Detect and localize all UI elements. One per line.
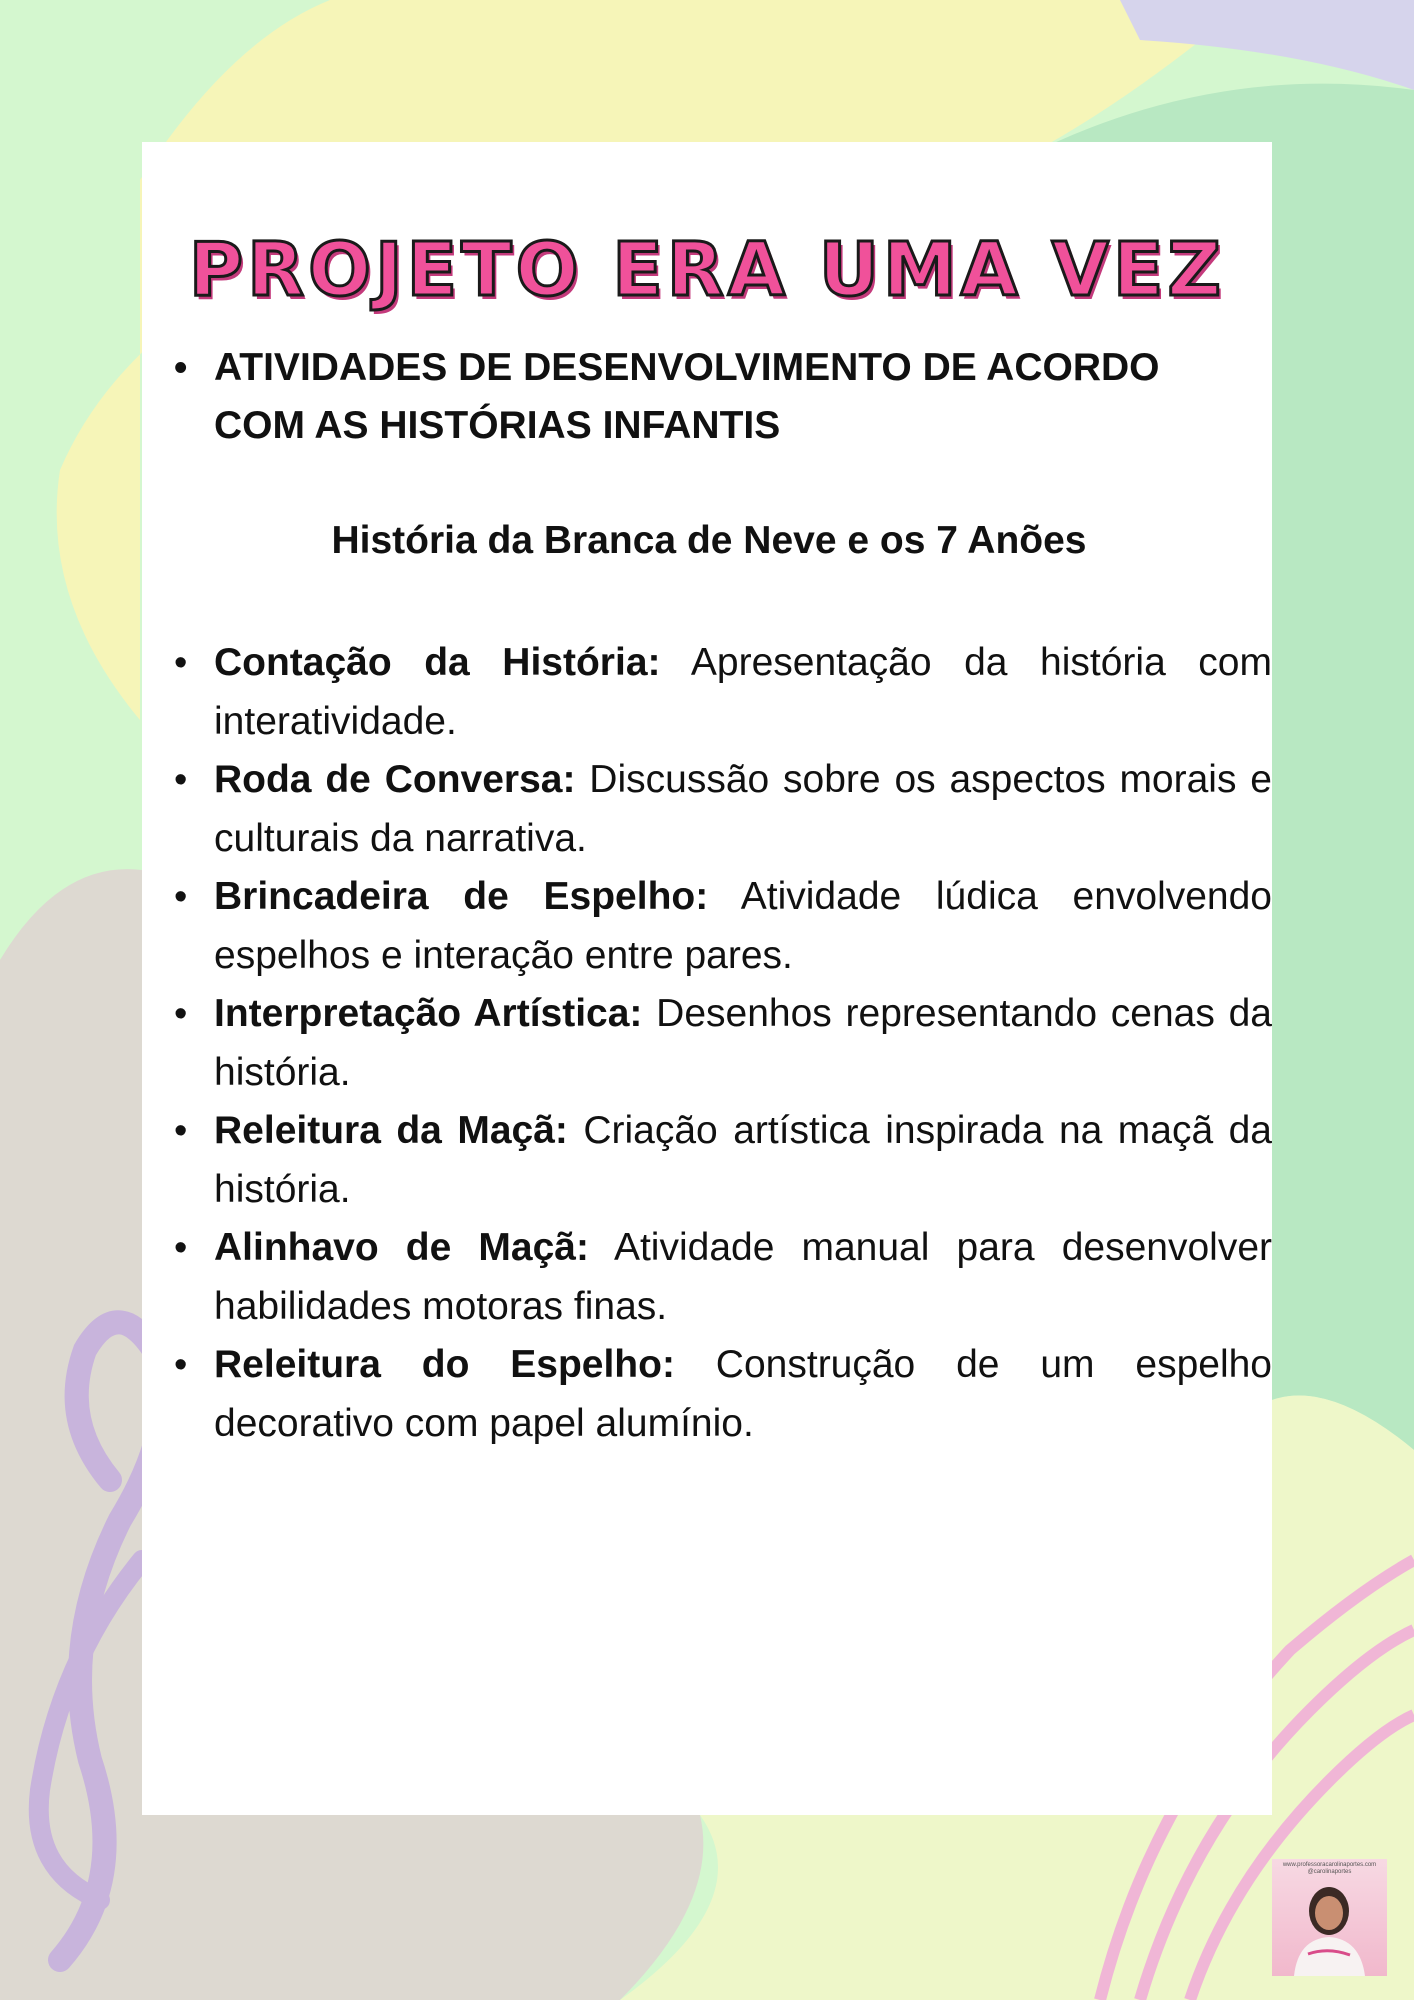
author-badge	[1272, 1859, 1387, 1976]
activity-item	[214, 1219, 1272, 1336]
activity-title: Contação da História:	[214, 641, 661, 684]
activity-text: Atividade manual para desenvolver habilidades motoras finas.	[214, 1226, 1272, 1328]
activity-title: Roda de Conversa:	[214, 758, 576, 801]
activity-item	[214, 1336, 1272, 1453]
activity-title: Releitura do Espelho:	[214, 1343, 675, 1386]
activity-title: Interpretação Artística:	[214, 992, 643, 1035]
activity-text: Construção de um espelho decorativo com papel alumínio.	[214, 1343, 1272, 1445]
intro-item: • ATIVIDADES DE DESENVOLVIMENTO DE ACORDO COM AS HISTÓRIAS INFANTIS	[214, 339, 1259, 455]
activity-item	[214, 985, 1272, 1102]
activity-item	[214, 868, 1272, 985]
activity-title: Releitura da Maçã:	[214, 1109, 568, 1152]
activity-text: Apresentação da história com interatividade.	[214, 641, 1272, 743]
activity-item	[214, 1102, 1272, 1219]
activities-list	[214, 634, 1272, 1453]
activity-text: Desenhos representando cenas da história.	[214, 992, 1273, 1094]
activity-text: Discussão sobre os aspectos morais e culturais da narrativa.	[214, 758, 1272, 860]
author-photo-icon	[1272, 1859, 1387, 1976]
page-title: PROJETO ERA UMA VEZ	[188, 227, 1226, 313]
intro-list	[214, 339, 1259, 455]
story-title: História da Branca de Neve e os 7 Anões	[331, 519, 1087, 562]
activity-item	[214, 634, 1272, 751]
activity-text: Criação artística inspirada na maçã da história.	[214, 1109, 1272, 1211]
content-card	[142, 142, 1272, 1815]
badge-site: www.professoracarolinaportes.com @carolinaportes	[1282, 1862, 1377, 1875]
activity-title: Alinhavo de Maçã:	[214, 1226, 589, 1269]
activity-text: Atividade lúdica envolvendo espelhos e interação entre pares.	[214, 875, 1272, 977]
activity-title: Brincadeira de Espelho:	[214, 875, 709, 918]
activity-item	[214, 751, 1272, 868]
